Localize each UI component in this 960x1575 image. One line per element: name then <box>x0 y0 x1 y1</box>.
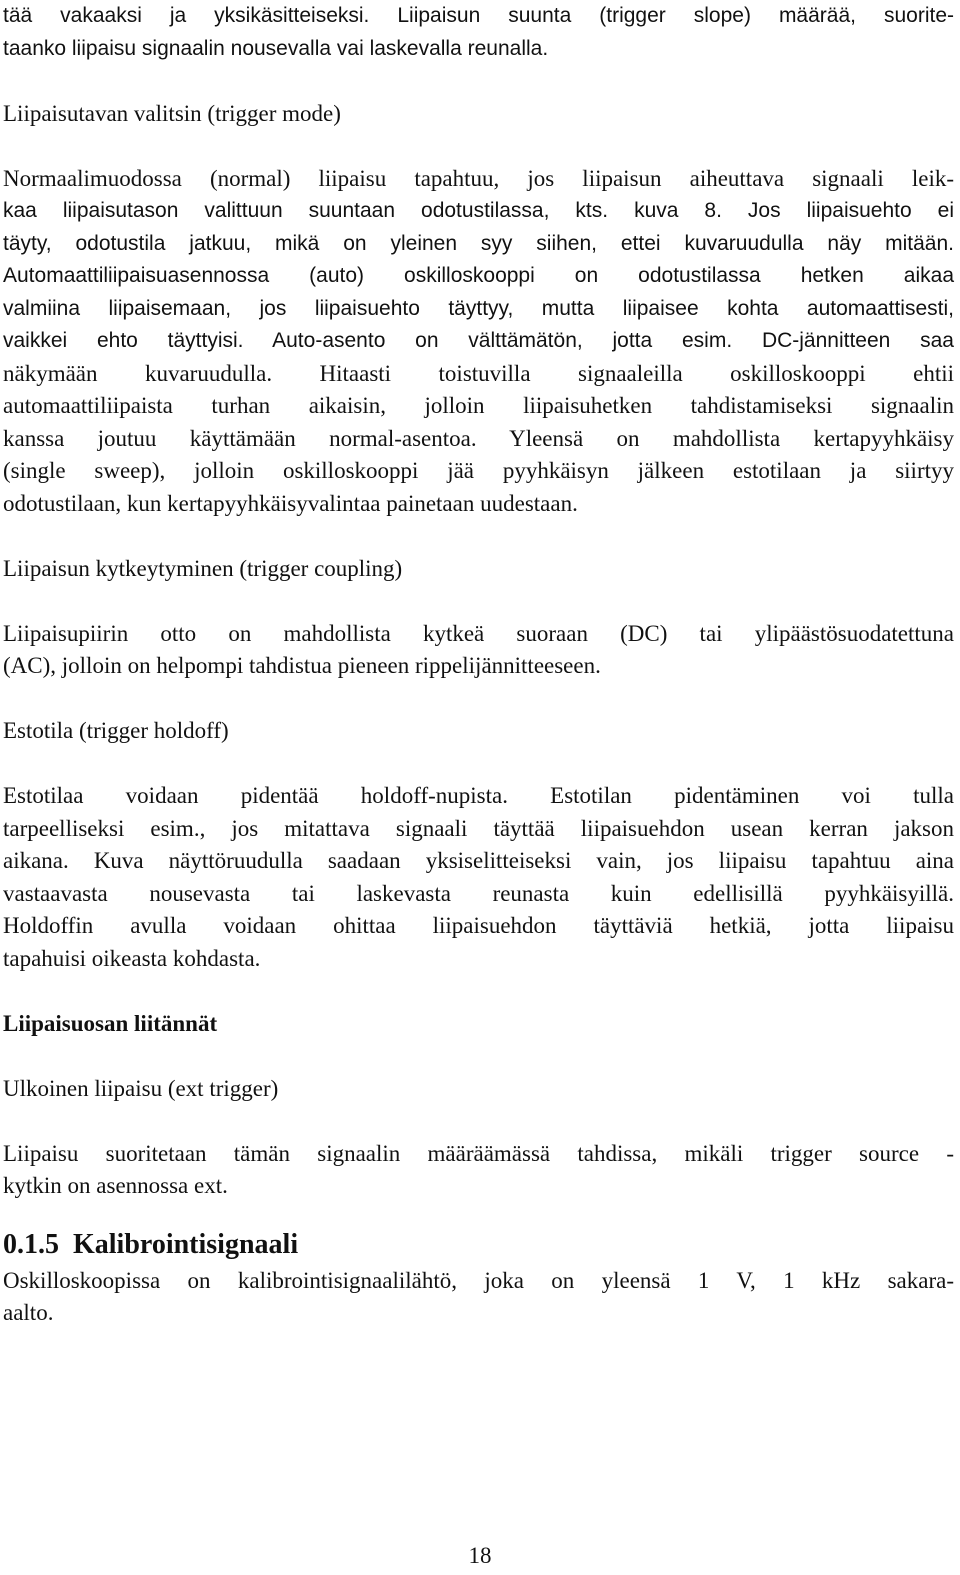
text-line: Holdoffin avulla voidaan ohittaa liipaisuehdon täyttäviä hetkiä, jotta liipaisu <box>3 913 954 938</box>
text-line: tapahuisi oikeasta kohdasta. <box>3 945 261 971</box>
text-line: kytkin on asennossa ext. <box>3 1173 228 1198</box>
text-line: täyty, odotustila jatkuu, mikä on yleinen syy siihen, ettei kuvaruudulla näy mitään. <box>3 231 954 255</box>
text-line: (single sweep), jolloin oskilloskooppi jää pyyhkäisyn jälkeen estotilaan ja siirtyy <box>3 458 954 483</box>
trigger-holdoff-heading: Estotila (trigger holdoff) <box>3 718 229 743</box>
text-line: odotustilaan, kun kertapyyhkäisyvalintaa painetaan uudestaan. <box>3 490 578 516</box>
section-number: 0.1.5 <box>3 1228 59 1260</box>
trigger-mode-heading: Liipaisutavan valitsin (trigger mode) <box>3 100 341 126</box>
section-heading <box>3 1225 954 1265</box>
text-line: Oskilloskoopissa on kalibrointisignaalilähtö, joka on yleensä 1 V, 1 kHz sakara- <box>3 1267 954 1293</box>
text-line: näkymään kuvaruudulla. Hitaasti toistuvilla signaaleilla oskilloskooppi ehtii <box>3 360 954 386</box>
text-line: (AC), jolloin on helpompi tahdistua pieneen rippelijännitteeseen. <box>3 653 601 678</box>
text-line: tarpeelliseksi esim., jos mitattava signaali täyttää liipaisuehdon usean kerran jakson <box>3 815 954 841</box>
trigger-coupling-paragraph <box>3 618 954 683</box>
text-line: Liipaisu suoritetaan tämän signaalin määräämässä tahdissa, mikäli trigger source - <box>3 1140 954 1166</box>
intro-paragraph <box>3 0 954 65</box>
text-line: kanssa joutuu käyttämään normal-asentoa. Yleensä on mahdollista kertapyyhkäisy <box>3 425 954 451</box>
ext-trigger-paragraph <box>3 1138 954 1203</box>
trigger-coupling-heading: Liipaisun kytkeytyminen (trigger coupling) <box>3 555 403 581</box>
section-title: Kalibrointisignaali <box>73 1228 299 1260</box>
text-line: valmiina liipaisemaan, jos liipaisuehto täyttyy, mutta liipaisee kohta automaattisesti, <box>3 296 954 320</box>
connections-heading: Liipaisuosan liitännät <box>3 1010 218 1036</box>
text-line: kaa liipaisutason valittuun suuntaan odotustilassa, kts. kuva 8. Jos liipaisuehto ei <box>3 199 954 222</box>
text-line: Normaalimuodossa (normal) liipaisu tapahtuu, jos liipaisun aiheuttava signaali leik- <box>3 165 954 191</box>
text-line: tää vakaaksi ja yksikäsitteiseksi. Liipaisun suunta (trigger slope) määrää, suorite- <box>3 4 954 27</box>
text-line: Estotilaa voidaan pidentää holdoff-nupista. Estotilan pidentäminen voi tulla <box>3 783 954 808</box>
section-paragraph <box>3 1265 954 1330</box>
trigger-holdoff-paragraph <box>3 780 954 975</box>
page-number: 18 <box>468 1543 492 1568</box>
ext-trigger-heading: Ulkoinen liipaisu (ext trigger) <box>3 1075 279 1101</box>
text-line: aikana. Kuva näyttöruudulla saadaan yksiselitteiseksi vain, jos liipaisu tapahtuu aina <box>3 848 954 873</box>
trigger-mode-paragraph <box>3 163 954 521</box>
text-line: Liipaisupiirin otto on mahdollista kytkeä suoraan (DC) tai ylipäästösuodatettuna <box>3 620 954 646</box>
text-line: vaikkei ehto täyttyisi. Auto-asento on välttämätön, jotta esim. DC-jännitteen saa <box>3 329 954 352</box>
text-line: Automaattiliipaisuasennossa (auto) oskilloskooppi on odotustilassa hetken aikaa <box>3 264 954 287</box>
text-line: vastaavasta nousevasta tai laskevasta reunasta kuin edellisillä pyyhkäisyillä. <box>3 880 954 906</box>
document-page <box>3 0 954 1330</box>
text-line: taanko liipaisu signaalin nousevalla vai laskevalla reunalla. <box>3 36 549 60</box>
text-line: automaattiliipaista turhan aikaisin, jolloin liipaisuhetken tahdistamiseksi signaalin <box>3 393 954 418</box>
text-line: aalto. <box>3 1300 54 1325</box>
